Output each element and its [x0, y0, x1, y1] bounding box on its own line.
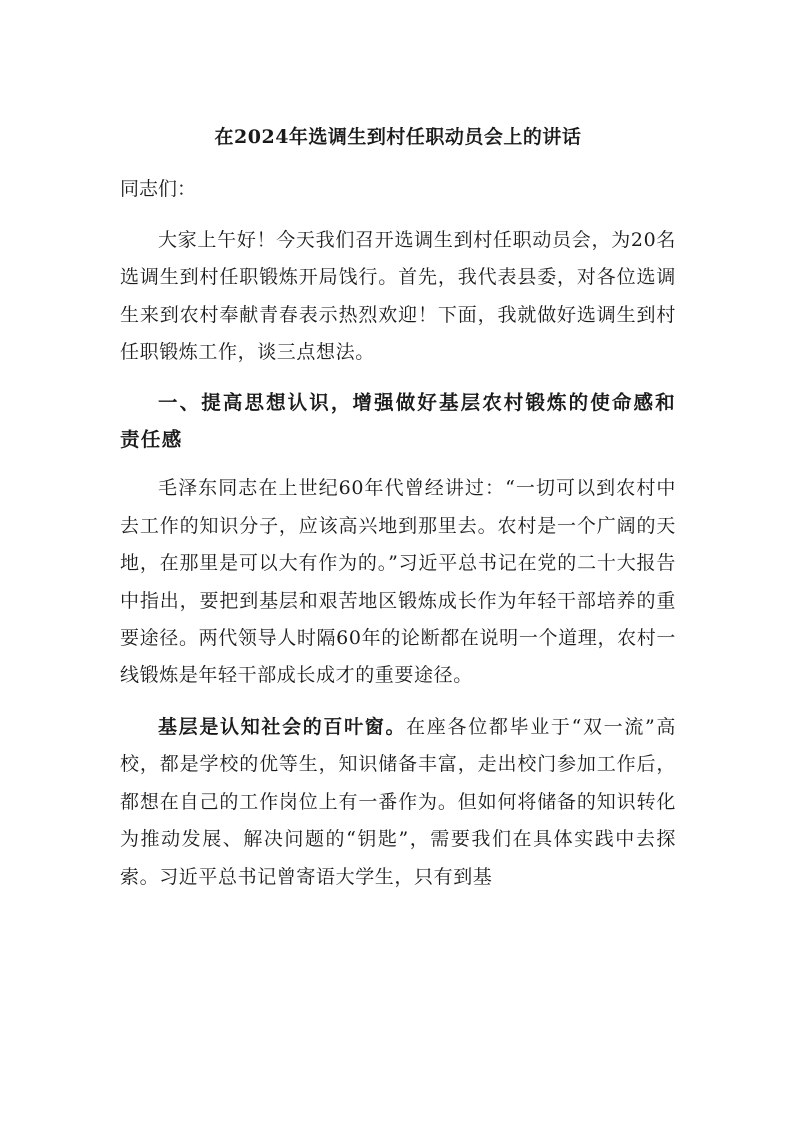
section-1-paragraph-2: [120, 709, 676, 896]
document-page: [120, 118, 676, 896]
paragraph-lead-sentence: 基层是认知社会的百叶窗。: [158, 715, 407, 738]
salutation: 同志们：: [120, 178, 197, 200]
section-1-paragraph-1: 毛泽东同志在上世纪60年代曾经讲过：“一切可以到农村中去工作的知识分子，应该高兴地到那里去。农村是一个广阔的天地，在那里是可以大有作为的。”习近平总书记在党的二十大报告中指出，要把到基层和艰苦地区锻炼成长作为年轻干部培养的重要途径。两代领导人时隔60年的论断都在说明一个道理，农村一线锻炼是年轻干部成长成才的重要途径。: [120, 477, 676, 687]
section-1-heading: 一、提高思想认识，增强做好基层农村锻炼的使命感和责任感: [120, 390, 676, 452]
paragraph-body: 在座各位都毕业于“双一流”高校，都是学校的优等生，知识储备丰富，走出校门参加工作后，都想在自己的工作岗位上有一番作为。但如何将储备的知识转化为推动发展、解决问题的“钥匙”，需要我们在具体实践中去探索。习近平总书记曾寄语大学生，只有到基: [120, 715, 677, 888]
document-title: 在2024年选调生到村任职动员会上的讲话: [214, 126, 582, 148]
intro-paragraph: 大家上午好！今天我们召开选调生到村任职动员会，为20名选调生到村任职锻炼开局饯行。首先，我代表县委，对各位选调生来到农村奉献青春表示热烈欢迎！下面，我就做好选调生到村任职锻炼工作，谈三点想法。: [120, 229, 676, 364]
